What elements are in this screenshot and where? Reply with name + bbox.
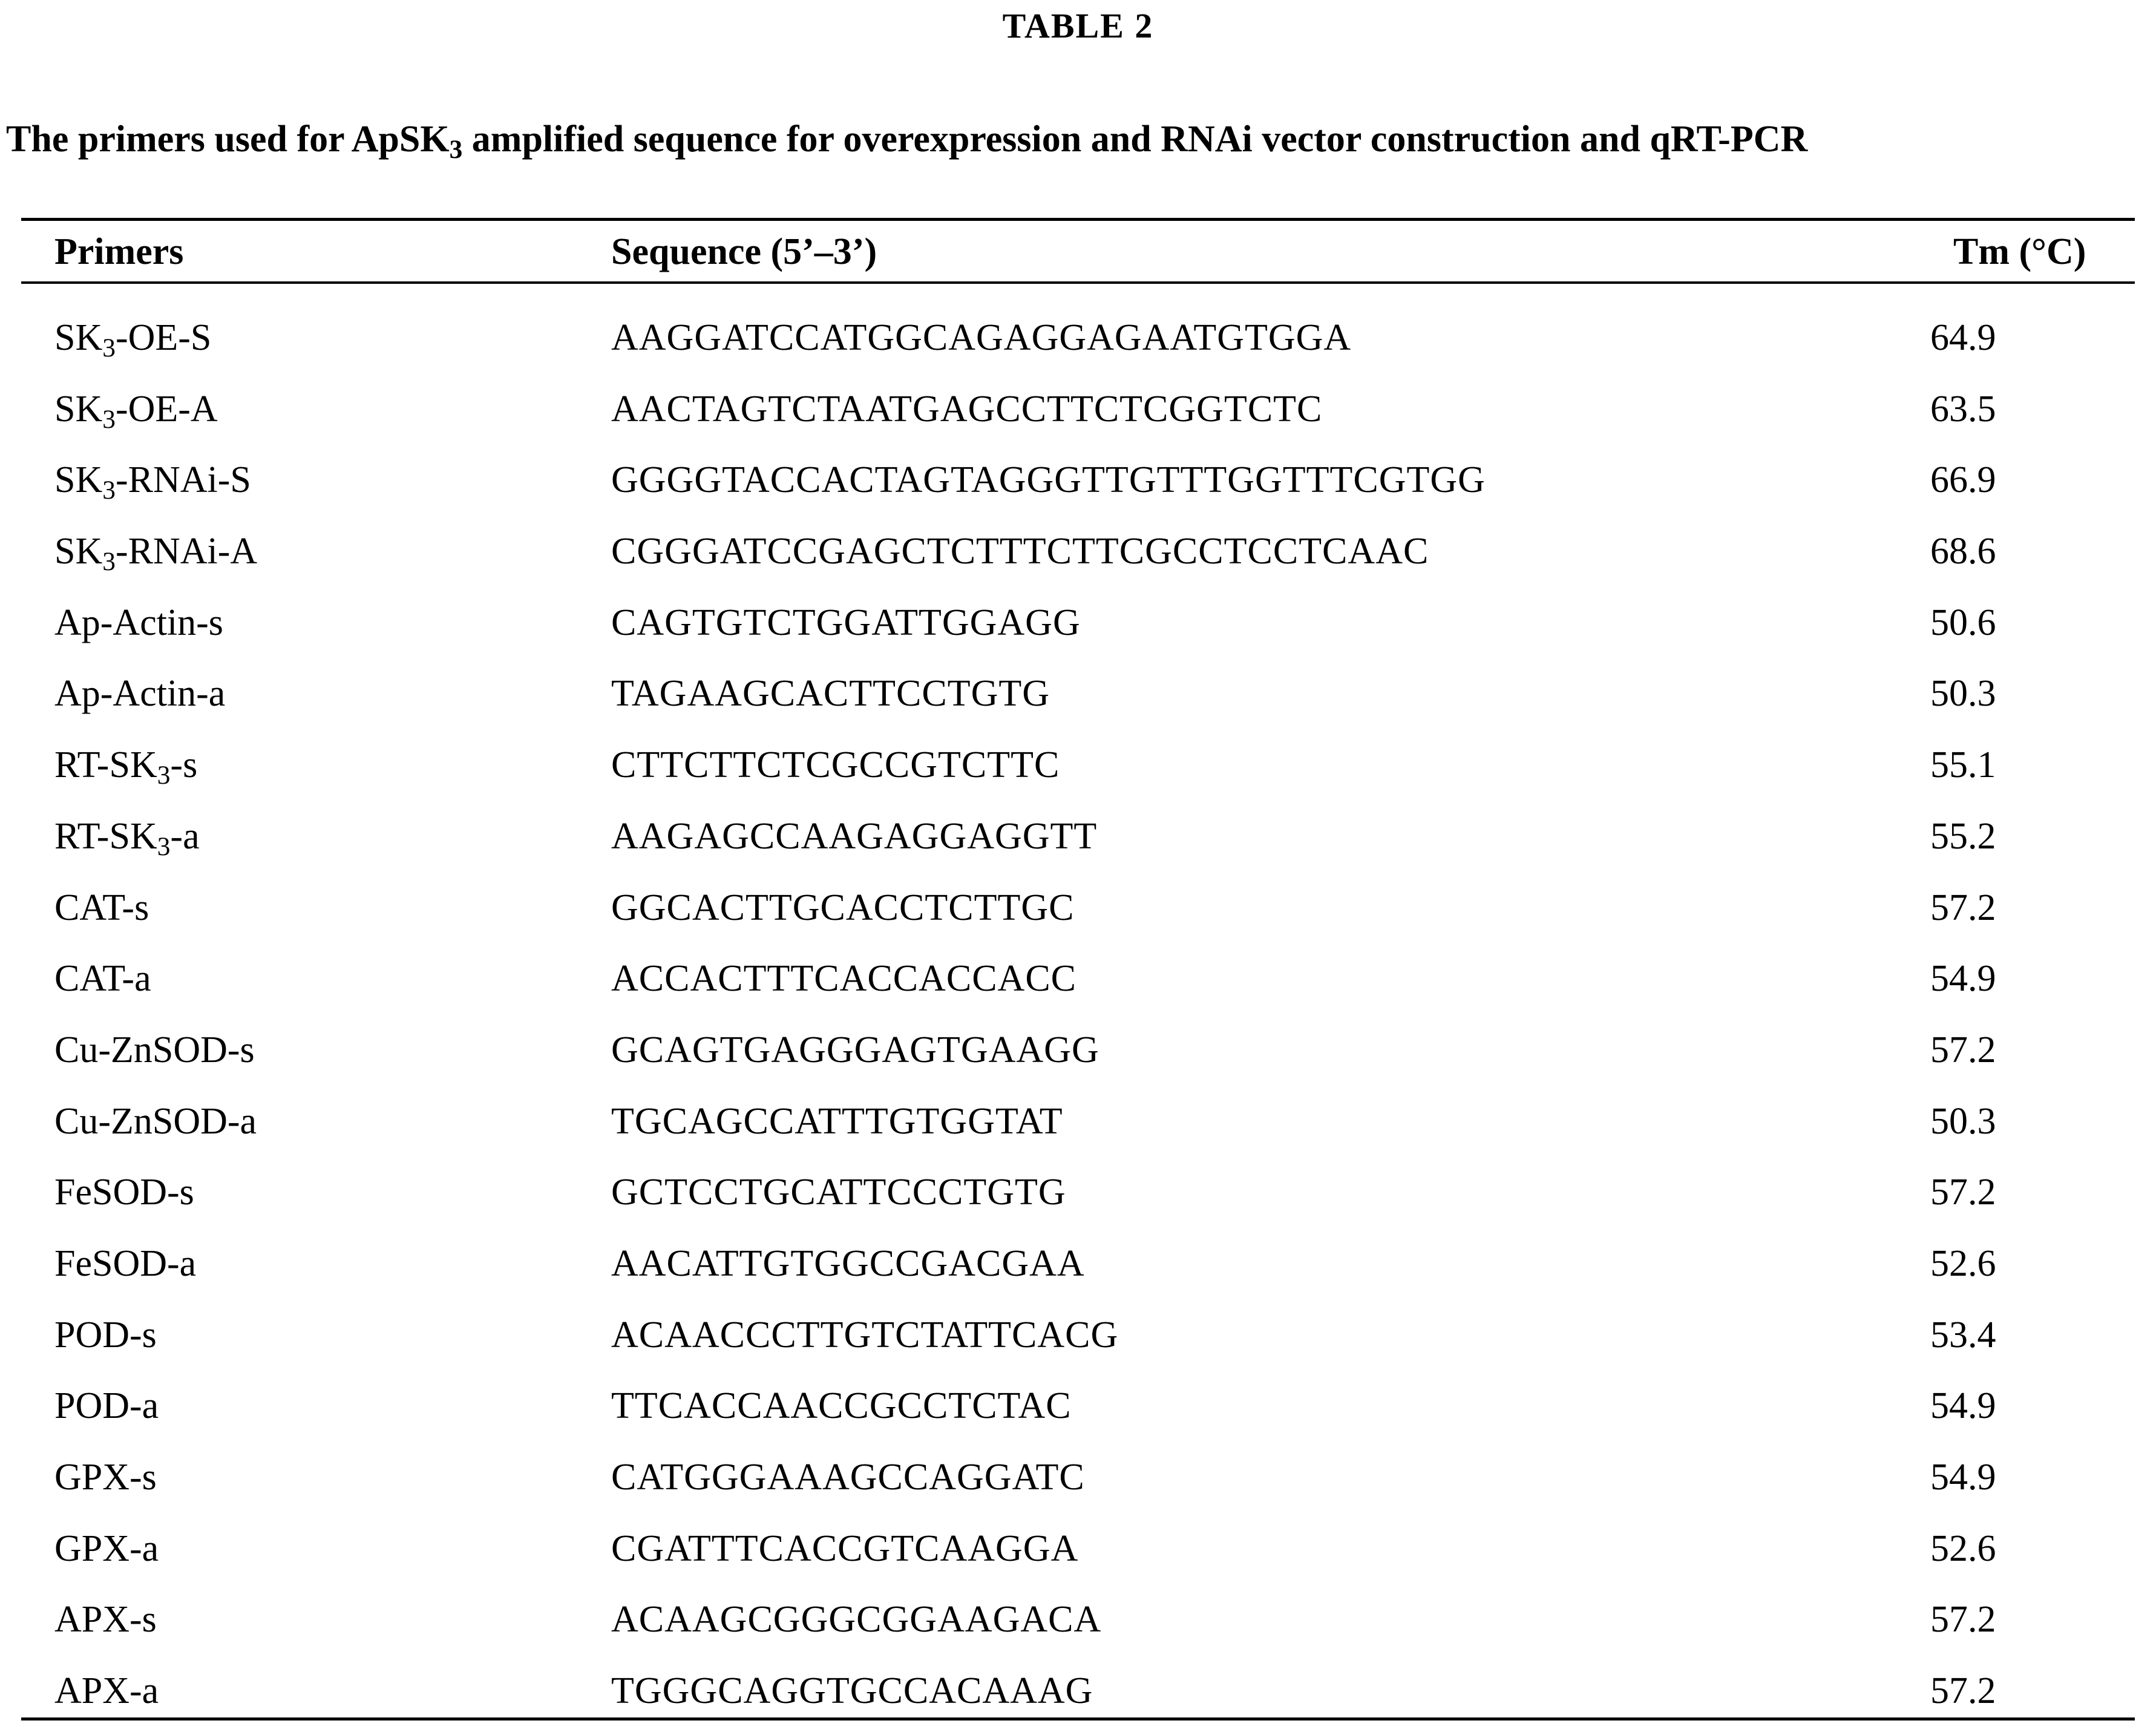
primer-name-text: Cu-ZnSOD-s	[54, 1029, 255, 1071]
table-row	[0, 1376, 2156, 1447]
primer-name-suffix: -a	[170, 815, 200, 857]
primer-name-text: APX-a	[54, 1670, 159, 1712]
primer-name-text: Ap-Actin-s	[54, 602, 223, 643]
table-row	[0, 379, 2156, 450]
primer-name	[54, 1589, 157, 1650]
primer-sequence: GGGGTACCACTAGTAGGGTTGTTTGGTTTCGTGG	[611, 459, 1486, 501]
primer-tm: 68.6	[1930, 531, 1996, 572]
primer-sequence: CATGGGAAAGCCAGGATC	[611, 1457, 1085, 1498]
primer-tm: 63.5	[1930, 388, 1996, 430]
primer-name-text: Ap-Actin-a	[54, 673, 226, 715]
primer-name	[54, 379, 218, 439]
primer-name-subscript: 3	[157, 832, 171, 861]
primer-sequence: GGCACTTGCACCTCTTGC	[611, 887, 1075, 928]
table-top-rule	[21, 218, 2135, 221]
table-label: TABLE 2	[1002, 6, 1154, 45]
table-row	[0, 307, 2156, 379]
primer-name	[54, 663, 225, 724]
primer-sequence: AACATTGTGGCCGACGAA	[611, 1242, 1085, 1284]
primer-name-text: SK	[54, 388, 103, 430]
primer-name-text: RT-SK	[54, 815, 157, 857]
primer-tm: 50.6	[1930, 602, 1996, 643]
primer-name-subscript: 3	[157, 760, 171, 790]
header-primers: Primers	[54, 231, 184, 272]
primer-sequence: TAGAAGCACTTCCTGTG	[611, 673, 1050, 715]
primer-tm: 64.9	[1930, 317, 1996, 358]
table-row	[0, 663, 2156, 735]
primer-name	[54, 1305, 157, 1365]
table-row	[0, 1233, 2156, 1305]
primer-name-text: CAT-a	[54, 958, 151, 1000]
primer-sequence: ACCACTTTCACCACCACC	[611, 958, 1077, 1000]
primer-name	[54, 450, 251, 510]
table-row	[0, 1447, 2156, 1518]
primer-tm: 55.2	[1930, 815, 1996, 857]
primer-name-text: GPX-a	[54, 1527, 159, 1569]
primer-sequence: CGATTTCACCGTCAAGGA	[611, 1527, 1079, 1569]
primer-name-text: FeSOD-s	[54, 1172, 194, 1213]
caption-text-start: The primers used for ApSK	[6, 119, 450, 160]
table-row	[0, 1589, 2156, 1661]
table-row	[0, 592, 2156, 664]
primer-name	[54, 1091, 257, 1152]
table-row	[0, 1020, 2156, 1091]
table-row	[0, 1305, 2156, 1376]
caption-subscript: 3	[449, 134, 463, 164]
primer-name-text: SK	[54, 317, 103, 358]
primer-sequence: ACAAGCGGGCGGAAGACA	[611, 1599, 1102, 1641]
primer-name-text: POD-a	[54, 1385, 159, 1427]
primer-sequence: CGGGATCCGAGCTCTTTCTTCGCCTCCTCAAC	[611, 531, 1429, 572]
header-sequence: Sequence (5’–3’)	[611, 231, 877, 272]
primer-name-text: RT-SK	[54, 744, 157, 786]
primer-name	[54, 1020, 255, 1080]
primer-tm: 53.4	[1930, 1314, 1996, 1356]
primer-sequence: AAGAGCCAAGAGGAGGTT	[611, 815, 1098, 857]
primer-tm: 55.1	[1930, 744, 1996, 786]
primer-name	[54, 948, 151, 1009]
primer-tm: 50.3	[1930, 673, 1996, 715]
primer-name	[54, 1661, 159, 1721]
primer-name	[54, 521, 257, 582]
table-row	[0, 450, 2156, 521]
caption-text-end: amplified sequence for overexpression and RNAi vector construction and qRT-PCR	[462, 119, 1808, 160]
table-row	[0, 521, 2156, 592]
primer-tm: 57.2	[1930, 1599, 1996, 1641]
primer-name-subscript: 3	[102, 476, 116, 505]
primer-name-suffix: -OE-A	[115, 388, 218, 430]
primer-name	[54, 1376, 159, 1436]
primer-sequence: TTCACCAACCGCCTCTAC	[611, 1385, 1072, 1427]
primer-sequence: TGCAGCCATTTGTGGTAT	[611, 1100, 1063, 1142]
header-tm: Tm (°C)	[1953, 231, 2086, 272]
table-caption	[6, 116, 1807, 162]
primer-name	[54, 806, 200, 867]
primer-tm: 52.6	[1930, 1242, 1996, 1284]
primer-tm: 50.3	[1930, 1100, 1996, 1142]
primer-tm: 57.2	[1930, 1029, 1996, 1071]
table-row	[0, 877, 2156, 949]
primer-name-subscript: 3	[102, 333, 116, 362]
primer-tm: 57.2	[1930, 1172, 1996, 1213]
table-row	[0, 1661, 2156, 1732]
primer-name-text: POD-s	[54, 1314, 157, 1356]
primer-name-text: APX-s	[54, 1599, 157, 1641]
primer-sequence: CAGTGTCTGGATTGGAGG	[611, 602, 1081, 643]
table-body	[0, 307, 2156, 1732]
table-bottom-rule	[21, 1717, 2135, 1721]
primer-tm: 52.6	[1930, 1527, 1996, 1569]
primer-name-suffix: -RNAi-S	[115, 459, 251, 501]
primer-name	[54, 735, 197, 795]
primer-tm: 54.9	[1930, 1457, 1996, 1498]
primer-sequence: ACAACCCTTGTCTATTCACG	[611, 1314, 1119, 1356]
primer-name-text: CAT-s	[54, 887, 149, 928]
primer-tm: 54.9	[1930, 1385, 1996, 1427]
primer-sequence: GCTCCTGCATTCCCTGTG	[611, 1172, 1066, 1213]
table-row	[0, 1091, 2156, 1163]
primer-tm: 57.2	[1930, 1670, 1996, 1712]
primer-name-suffix: -OE-S	[115, 317, 212, 358]
primer-name	[54, 1518, 159, 1579]
primer-name	[54, 307, 211, 368]
primer-name-text: FeSOD-a	[54, 1242, 197, 1284]
primer-tm: 66.9	[1930, 459, 1996, 501]
primer-tm: 54.9	[1930, 958, 1996, 1000]
header-rule	[21, 281, 2135, 284]
primer-name-text: SK	[54, 531, 103, 572]
table-row	[0, 1518, 2156, 1590]
primer-name	[54, 1162, 194, 1222]
primer-sequence: TGGGCAGGTGCCACAAAG	[611, 1670, 1093, 1712]
primer-name-text: GPX-s	[54, 1457, 157, 1498]
primer-sequence: AACTAGTCTAATGAGCCTTCTCGGTCTC	[611, 388, 1323, 430]
primer-sequence: AAGGATCCATGGCAGAGGAGAATGTGGA	[611, 317, 1352, 358]
table-row	[0, 735, 2156, 806]
table-row	[0, 806, 2156, 877]
primer-name	[54, 1447, 157, 1507]
primer-name	[54, 877, 149, 938]
primer-name-suffix: -RNAi-A	[115, 531, 258, 572]
primer-tm: 57.2	[1930, 887, 1996, 928]
primer-name-subscript: 3	[102, 404, 116, 434]
table-row	[0, 948, 2156, 1020]
primer-name-text: Cu-ZnSOD-a	[54, 1100, 257, 1142]
primer-name-suffix: -s	[170, 744, 198, 786]
primer-name-text: SK	[54, 459, 103, 501]
table-row	[0, 1162, 2156, 1233]
primer-name	[54, 1233, 196, 1294]
primer-sequence: GCAGTGAGGGAGTGAAGG	[611, 1029, 1099, 1071]
primer-name	[54, 592, 223, 653]
primer-name-subscript: 3	[102, 546, 116, 576]
primer-sequence: CTTCTTCTCGCCGTCTTC	[611, 744, 1060, 786]
